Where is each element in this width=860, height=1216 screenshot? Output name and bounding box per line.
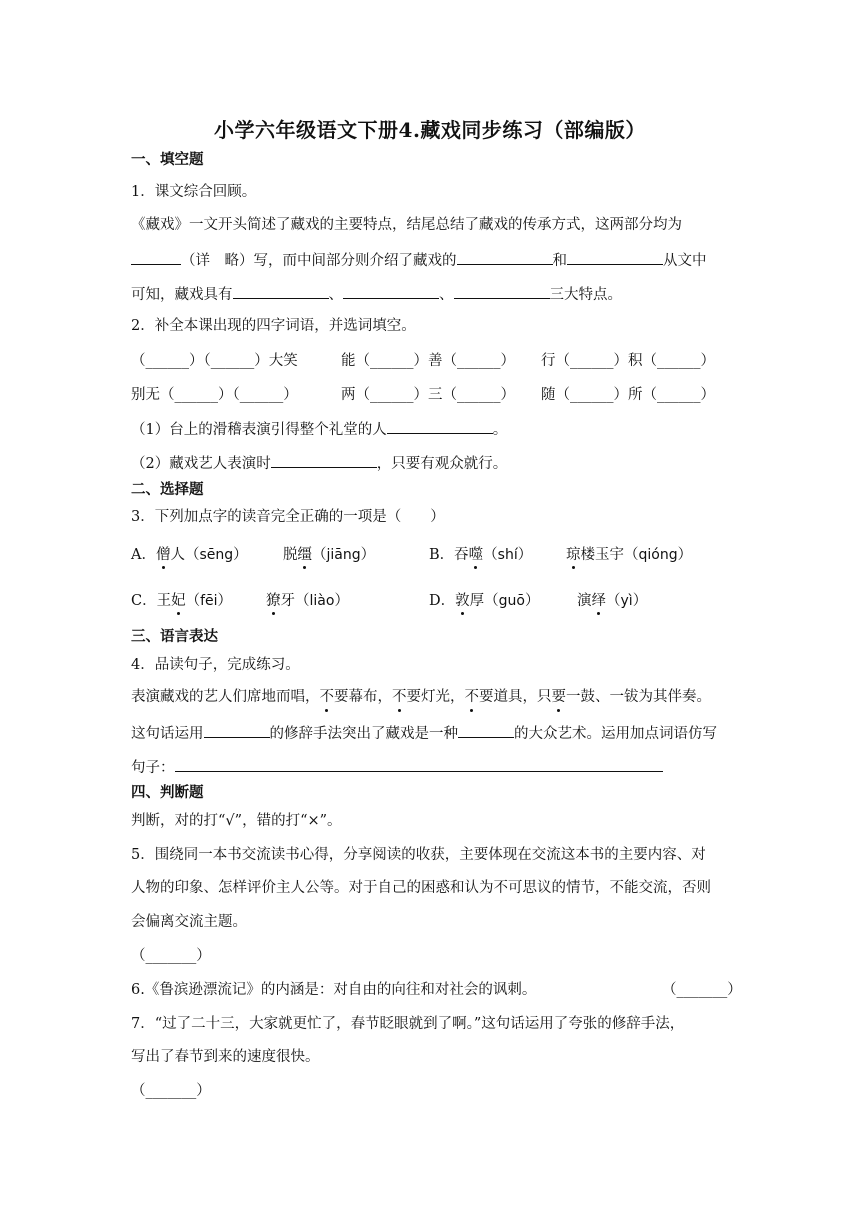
q7-answer-bracket[interactable]: （_______） xyxy=(131,1083,211,1099)
dotted-character: 僧 xyxy=(156,543,171,564)
q6-text: 6.《鲁滨逊漂流记》的内涵是：对自由的向往和对社会的讽刺。 xyxy=(131,982,537,998)
q7-line-1: 7．“过了二十三，大家就更忙了，春节眨眼就到了啊。”这句话运用了夸张的修辞手法， xyxy=(131,1016,685,1032)
answer-blank[interactable] xyxy=(271,451,377,468)
answer-blank[interactable] xyxy=(204,721,270,738)
text-segment: 两（______）三（______） xyxy=(341,387,515,403)
text-segment: ，只要有观众就行。 xyxy=(376,456,508,472)
text-segment: 。 xyxy=(492,422,508,438)
option-d[interactable] xyxy=(429,589,539,610)
text-segment: （ xyxy=(483,547,498,563)
answer-blank[interactable] xyxy=(457,248,553,265)
option-b[interactable] xyxy=(429,543,532,564)
text-segment: 要灯光， xyxy=(406,689,465,705)
dotted-character: 獠 xyxy=(266,589,281,610)
q7-line-2: 写出了春节到来的速度很快。 xyxy=(131,1049,320,1065)
q1-line-1: 《藏戏》一文开头简述了藏戏的主要特点，结尾总结了藏戏的传承方式，这两部分均为 xyxy=(131,217,682,233)
q4-heading: 4．品读句子，完成练习。 xyxy=(131,657,300,673)
text-segment: C． xyxy=(131,593,157,609)
dotted-character: 不 xyxy=(319,689,334,705)
pinyin-text: shí xyxy=(497,547,518,563)
text-segment: （______）（______）大笑 xyxy=(131,353,298,369)
text-segment: A． xyxy=(131,547,156,563)
option-b-word-2 xyxy=(566,543,692,564)
text-segment: 王 xyxy=(156,593,172,609)
text-segment: （ xyxy=(606,593,621,609)
dotted-character: 要 xyxy=(551,689,566,705)
text-segment: 可知，藏戏具有 xyxy=(131,287,233,303)
text-segment: 行（______）积（______） xyxy=(541,353,715,369)
text-segment: 表演藏戏的艺人们席地而唱， xyxy=(131,689,320,705)
q5-line-2: 人物的印象、怎样评价主人公等。对于自己的困惑和认为不可思议的情节，不能交流，否则 xyxy=(131,880,711,896)
text-segment: ） xyxy=(233,547,248,563)
q1-line-3 xyxy=(131,282,622,305)
text-segment: （2）藏戏艺人表演时 xyxy=(131,456,271,472)
q4-sentence xyxy=(131,687,711,707)
answer-blank[interactable] xyxy=(567,248,663,265)
text-segment: 楼玉宇（ xyxy=(580,547,639,563)
q3-heading: 3．下列加点字的读音完全正确的一项是（ ） xyxy=(131,509,445,525)
text-segment: ） xyxy=(517,547,533,563)
answer-blank[interactable] xyxy=(454,282,550,299)
text-segment: ） xyxy=(360,547,376,563)
dotted-character: 不 xyxy=(392,689,407,705)
text-segment: 句子： xyxy=(131,760,175,776)
dotted-character: 琼 xyxy=(566,543,581,564)
q2-sentence-2 xyxy=(131,451,507,474)
text-segment: 吞 xyxy=(454,547,469,563)
pinyin-text: guō xyxy=(498,593,525,609)
section-choice-heading: 二、选择题 xyxy=(131,481,204,498)
text-segment: 演 xyxy=(577,593,592,609)
text-segment: 能（______）善（______） xyxy=(341,353,515,369)
text-segment: B． xyxy=(429,547,455,563)
option-a[interactable] xyxy=(131,543,248,564)
text-segment: ） xyxy=(334,593,349,609)
section-expression-heading: 三、语言表达 xyxy=(131,628,218,645)
text-segment: 别无（______）（______） xyxy=(131,387,298,403)
pinyin-text: fēi xyxy=(200,593,218,609)
q5-line-1: 5．围绕同一本书交流读书心得，分享阅读的收获，主要体现在交流这本书的主要内容、对 xyxy=(131,847,706,863)
section-judge-heading: 四、判断题 xyxy=(131,784,204,801)
answer-blank[interactable] xyxy=(175,755,663,772)
text-segment: 从文中 xyxy=(663,253,707,269)
q2-idiom-row-2 xyxy=(131,383,731,404)
q6-answer-bracket[interactable]: （_______） xyxy=(662,982,742,998)
text-segment: 厚（ xyxy=(469,593,499,609)
pinyin-text: liào xyxy=(309,593,335,609)
q2-sentence-1 xyxy=(131,417,507,440)
q2-heading: 2．补全本课出现的四字词语，并选词填空。 xyxy=(131,318,416,334)
page-title: 小学六年级语文下册4.藏戏同步练习（部编版） xyxy=(214,118,646,142)
text-segment: ） xyxy=(632,593,648,609)
text-segment: 一鼓、一钹为其伴奏。 xyxy=(566,689,711,705)
pinyin-text: yì xyxy=(620,593,633,609)
text-segment: D． xyxy=(429,593,456,609)
option-d-word-2 xyxy=(577,589,647,610)
answer-blank[interactable] xyxy=(233,282,329,299)
dotted-character: 敦 xyxy=(455,589,470,610)
q5-answer-bracket[interactable]: （_______） xyxy=(131,948,211,964)
q5-line-3: 会偏离交流主题。 xyxy=(131,914,247,930)
dotted-character: 缰 xyxy=(298,543,313,564)
pinyin-text: jiāng xyxy=(326,547,361,563)
pinyin-text: sēng xyxy=(199,547,234,563)
answer-blank[interactable] xyxy=(343,282,439,299)
text-segment: 这句话运用 xyxy=(131,726,204,742)
q2-idiom-row-1 xyxy=(131,349,731,370)
text-segment: （详 略）写，而中间部分则介绍了藏戏的 xyxy=(181,253,457,269)
text-segment: 要幕布， xyxy=(334,689,392,705)
text-segment: 牙（ xyxy=(280,593,310,609)
answer-blank[interactable] xyxy=(458,721,514,738)
text-segment: 随（______）所（______） xyxy=(541,387,715,403)
text-segment: （ xyxy=(312,547,327,563)
text-segment: 的修辞手法突出了藏戏是一种 xyxy=(269,726,458,742)
text-segment: 脱 xyxy=(283,547,298,563)
section-fill-heading: 一、填空题 xyxy=(131,151,204,168)
q1-heading: 1．课文综合回顾。 xyxy=(131,184,257,200)
option-a-word-2 xyxy=(283,543,375,564)
option-c[interactable] xyxy=(131,589,232,610)
text-segment: ） xyxy=(677,547,693,563)
answer-blank[interactable] xyxy=(387,417,493,434)
text-segment: 人（ xyxy=(170,547,200,563)
dotted-character: 不 xyxy=(464,689,479,705)
text-segment: 的大众艺术。运用加点词语仿写 xyxy=(514,726,717,742)
text-segment: （1）台上的滑稽表演引得整个礼堂的人 xyxy=(131,422,387,438)
pinyin-text: qióng xyxy=(638,547,678,563)
text-segment: （ xyxy=(185,593,201,609)
text-segment: ） xyxy=(524,593,540,609)
text-segment: 、 xyxy=(328,287,343,303)
q4-line-3 xyxy=(131,755,663,778)
text-segment: 、 xyxy=(439,287,454,303)
text-segment: 要道具，只 xyxy=(479,689,552,705)
option-c-word-2 xyxy=(266,589,349,610)
text-segment: 和 xyxy=(552,253,567,269)
dotted-character: 绎 xyxy=(592,589,607,610)
q1-line-2 xyxy=(131,248,707,271)
answer-blank[interactable] xyxy=(131,248,181,265)
q4-line-2 xyxy=(131,721,717,744)
dotted-character: 噬 xyxy=(469,543,484,564)
judge-instructions: 判断，对的打“√”，错的打“×”。 xyxy=(131,813,342,829)
text-segment: ） xyxy=(217,593,233,609)
text-segment: 三大特点。 xyxy=(549,287,622,303)
dotted-character: 妃 xyxy=(171,589,186,610)
